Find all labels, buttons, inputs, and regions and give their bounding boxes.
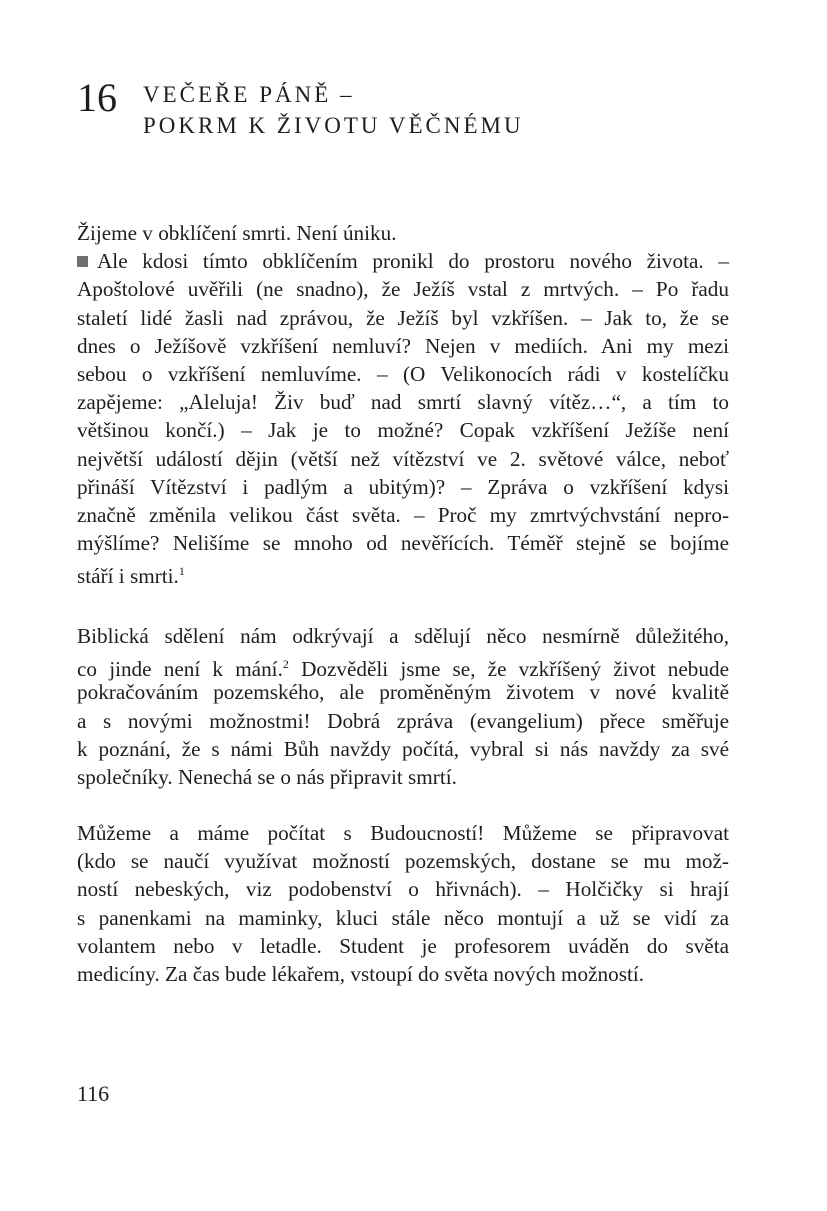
text-line: Můžeme a máme počítat s Budoucností! Můžeme se připravovat xyxy=(77,821,729,845)
text-line: zapějeme: „Aleluja! Živ buď nad smrtí slavný vítěz…“, a tím to xyxy=(77,390,729,415)
paragraph-3 xyxy=(77,819,729,988)
text-line: Žijeme v obklíčení smrti. Není úniku. xyxy=(77,221,397,245)
section-bullet-icon xyxy=(77,256,88,267)
chapter-title-line-1: VEČEŘE PÁNĚ – xyxy=(143,82,355,107)
text-line: většinou končí.) – Jak je to možné? Copak vzkříšení Ježíše není xyxy=(77,418,729,443)
paragraph-1 xyxy=(77,219,729,589)
chapter-title-line-2: POKRM K ŽIVOTU VĚČNÉMU xyxy=(143,113,524,138)
chapter-title xyxy=(143,76,524,141)
footnote-ref: 2 xyxy=(282,657,289,672)
page-number: 116 xyxy=(77,1081,110,1106)
text-line: přináší Vítězství i padlým a ubitým)? – Zpráva o vzkříšení kdysi xyxy=(77,474,729,499)
text-line: Ale kdosi tímto obklíčením pronikl do prostoru nového života. – xyxy=(77,247,729,275)
text-line: a s novými možnostmi! Dobrá zpráva (evangelium) přece směřuje xyxy=(77,708,729,733)
text-line: sebou o vzkříšení nemluvíme. – (O Velikonocích rádi v kostelíčku xyxy=(77,361,729,386)
text-line: dnes o Ježíšově vzkříšení nemluví? Nejen v mediích. Ani my mezi xyxy=(77,333,729,358)
text-line: značně změnila velikou část světa. – Proč my zmrtvýchvstání nepro- xyxy=(77,502,729,527)
text-line: pokračováním pozemského, ale proměněným životem v nové kvalitě xyxy=(77,680,729,705)
text-line: (kdo se naučí využívat možností pozemských, dostane se mu mož- xyxy=(77,849,729,874)
text-line: stáří i smrti.$^1$ xyxy=(77,564,185,589)
text-line: staletí lidé žasli nad zprávou, že Ježíš byl vzkříšen. – Jak to, že se xyxy=(77,305,729,330)
text-line: mýšlíme? Nelišíme se mnoho od nevěřících. Téměř stejně se bojíme xyxy=(77,531,729,556)
text-line: Apoštolové uvěřili (ne snadno), že Ježíš vstal z mrtvých. – Po řadu xyxy=(77,277,729,302)
text-line: společníky. Nenechá se o nás připravit smrtí. xyxy=(77,764,457,789)
text-line: k poznání, že s námi Bůh navždy počítá, vybral si nás navždy za své xyxy=(77,736,729,761)
chapter-number: 16 xyxy=(77,75,117,120)
text-line: co jinde není k mání.$^2$ Dozvěděli jsme se, že vzkříšený život nebude xyxy=(77,657,729,682)
text-line: medicíny. Za čas bude lékařem, vstoupí do světa nových možností. xyxy=(77,961,645,986)
text-line: volantem nebo v letadle. Student je profesorem uváděn do světa xyxy=(77,933,729,958)
text-line: ností nebeských, viz podobenství o hřivnách). – Holčičky si hrají xyxy=(77,877,729,902)
text-line: s panenkami na maminky, kluci stále něco montují a už se vidí za xyxy=(77,905,729,930)
chapter-heading xyxy=(77,76,524,141)
text-line: Biblická sdělení nám odkrývají a sdělují něco nesmírně důležitého, xyxy=(77,624,729,648)
paragraph-2 xyxy=(77,622,729,791)
text-line: největší událostí dějin (větší než vítězství ve 2. světové válce, neboť xyxy=(77,446,729,471)
footnote-ref: 1 xyxy=(178,564,185,579)
